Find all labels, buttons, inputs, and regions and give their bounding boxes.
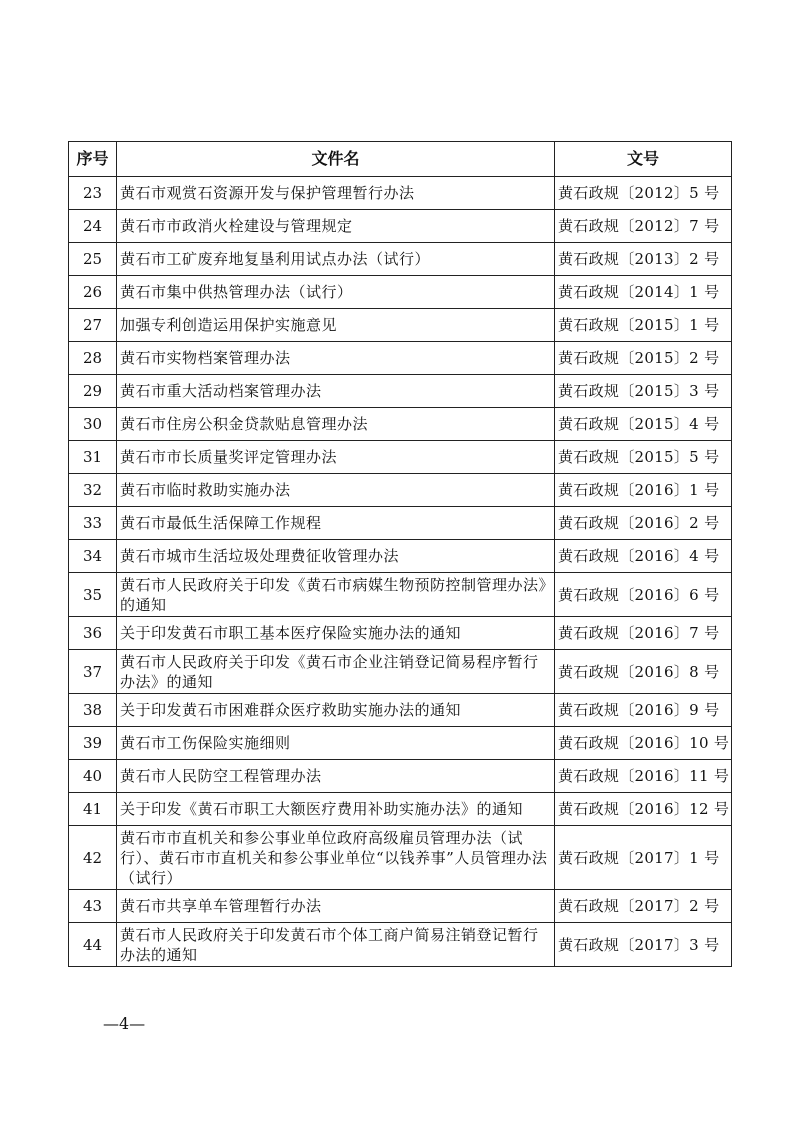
- row-number: 39: [69, 727, 117, 760]
- table-row: [69, 177, 732, 210]
- row-number: 25: [69, 243, 117, 276]
- table-row: [69, 276, 732, 309]
- table-row: [69, 375, 732, 408]
- row-title: 黄石市工伤保险实施细则: [117, 727, 555, 760]
- row-number: 36: [69, 617, 117, 650]
- row-title: 黄石市市长质量奖评定管理办法: [117, 441, 555, 474]
- row-number: 24: [69, 210, 117, 243]
- document-table: [68, 141, 732, 967]
- table-row: [69, 210, 732, 243]
- row-title: 黄石市实物档案管理办法: [117, 342, 555, 375]
- row-number: 37: [69, 650, 117, 694]
- row-title: 黄石市最低生活保障工作规程: [117, 507, 555, 540]
- row-title: 黄石市工矿废弃地复垦利用试点办法（试行）: [117, 243, 555, 276]
- row-ref: 黄石政规〔2016〕6 号: [555, 573, 732, 617]
- row-number: 44: [69, 923, 117, 967]
- table-row: [69, 408, 732, 441]
- row-number: 41: [69, 793, 117, 826]
- table-row: [69, 342, 732, 375]
- row-number: 33: [69, 507, 117, 540]
- page-number: —4—: [103, 1014, 146, 1033]
- row-ref: 黄石政规〔2017〕1 号: [555, 826, 732, 890]
- row-number: 40: [69, 760, 117, 793]
- header-ref: 文号: [555, 142, 732, 177]
- row-ref: 黄石政规〔2015〕3 号: [555, 375, 732, 408]
- row-title: 黄石市人民政府关于印发《黄石市病媒生物预防控制管理办法》的通知: [117, 573, 555, 617]
- table-row: [69, 793, 732, 826]
- row-ref: 黄石政规〔2016〕2 号: [555, 507, 732, 540]
- row-ref: 黄石政规〔2015〕5 号: [555, 441, 732, 474]
- row-title: 黄石市人民政府关于印发黄石市个体工商户简易注销登记暂行办法的通知: [117, 923, 555, 967]
- row-title: 黄石市人民政府关于印发《黄石市企业注销登记简易程序暂行办法》的通知: [117, 650, 555, 694]
- row-ref: 黄石政规〔2015〕1 号: [555, 309, 732, 342]
- row-title: 黄石市人民防空工程管理办法: [117, 760, 555, 793]
- row-ref: 黄石政规〔2012〕5 号: [555, 177, 732, 210]
- row-ref: 黄石政规〔2016〕9 号: [555, 694, 732, 727]
- table-body: [69, 177, 732, 967]
- row-ref: 黄石政规〔2017〕2 号: [555, 890, 732, 923]
- row-ref: 黄石政规〔2016〕10 号: [555, 727, 732, 760]
- row-ref: 黄石政规〔2017〕3 号: [555, 923, 732, 967]
- row-title: 黄石市城市生活垃圾处理费征收管理办法: [117, 540, 555, 573]
- row-number: 35: [69, 573, 117, 617]
- row-ref: 黄石政规〔2016〕12 号: [555, 793, 732, 826]
- row-ref: 黄石政规〔2016〕4 号: [555, 540, 732, 573]
- row-ref: 黄石政规〔2013〕2 号: [555, 243, 732, 276]
- row-title: 黄石市集中供热管理办法（试行）: [117, 276, 555, 309]
- table-row: [69, 923, 732, 967]
- table-row: [69, 573, 732, 617]
- table-row: [69, 826, 732, 890]
- row-number: 31: [69, 441, 117, 474]
- table-row: [69, 474, 732, 507]
- table-row: [69, 650, 732, 694]
- row-title: 黄石市临时救助实施办法: [117, 474, 555, 507]
- table-row: [69, 540, 732, 573]
- table-row: [69, 309, 732, 342]
- row-number: 42: [69, 826, 117, 890]
- table-row: [69, 617, 732, 650]
- row-number: 23: [69, 177, 117, 210]
- table-row: [69, 727, 732, 760]
- table-row: [69, 760, 732, 793]
- table-row: [69, 507, 732, 540]
- row-title: 关于印发黄石市职工基本医疗保险实施办法的通知: [117, 617, 555, 650]
- row-ref: 黄石政规〔2014〕1 号: [555, 276, 732, 309]
- row-title: 黄石市观赏石资源开发与保护管理暂行办法: [117, 177, 555, 210]
- row-title: 关于印发《黄石市职工大额医疗费用补助实施办法》的通知: [117, 793, 555, 826]
- header-no: 序号: [69, 142, 117, 177]
- row-title: 黄石市市政消火栓建设与管理规定: [117, 210, 555, 243]
- row-title: 黄石市重大活动档案管理办法: [117, 375, 555, 408]
- table-row: [69, 890, 732, 923]
- row-title: 加强专利创造运用保护实施意见: [117, 309, 555, 342]
- table-row: [69, 243, 732, 276]
- row-number: 29: [69, 375, 117, 408]
- table-row: [69, 441, 732, 474]
- row-title: 黄石市共享单车管理暂行办法: [117, 890, 555, 923]
- row-ref: 黄石政规〔2012〕7 号: [555, 210, 732, 243]
- row-number: 38: [69, 694, 117, 727]
- row-number: 30: [69, 408, 117, 441]
- row-ref: 黄石政规〔2016〕8 号: [555, 650, 732, 694]
- row-number: 26: [69, 276, 117, 309]
- row-title: 黄石市住房公积金贷款贴息管理办法: [117, 408, 555, 441]
- row-number: 32: [69, 474, 117, 507]
- row-ref: 黄石政规〔2016〕11 号: [555, 760, 732, 793]
- row-title: 黄石市市直机关和参公事业单位政府高级雇员管理办法（试行）、黄石市市直机关和参公事业单位“以钱养事”人员管理办法（试行）: [117, 826, 555, 890]
- row-title: 关于印发黄石市困难群众医疗救助实施办法的通知: [117, 694, 555, 727]
- row-ref: 黄石政规〔2016〕1 号: [555, 474, 732, 507]
- row-number: 43: [69, 890, 117, 923]
- row-ref: 黄石政规〔2015〕4 号: [555, 408, 732, 441]
- row-number: 28: [69, 342, 117, 375]
- table-row: [69, 694, 732, 727]
- row-number: 34: [69, 540, 117, 573]
- table-header-row: [69, 142, 732, 177]
- row-number: 27: [69, 309, 117, 342]
- row-ref: 黄石政规〔2015〕2 号: [555, 342, 732, 375]
- row-ref: 黄石政规〔2016〕7 号: [555, 617, 732, 650]
- header-title: 文件名: [117, 142, 555, 177]
